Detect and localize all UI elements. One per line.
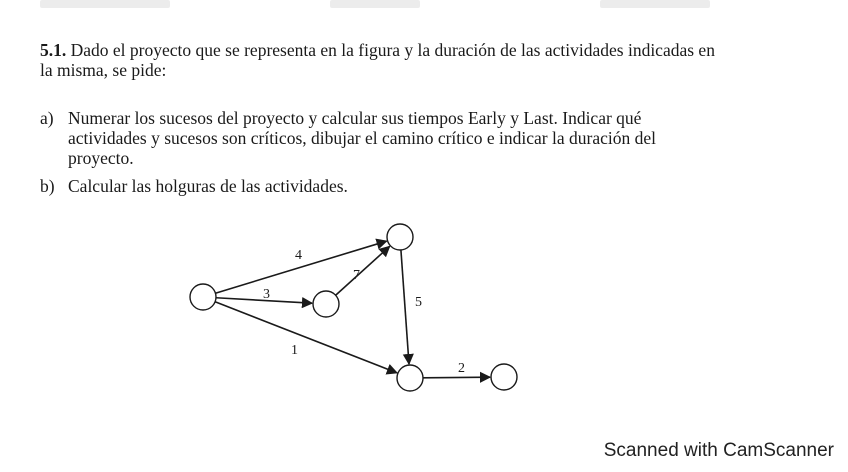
activity-duration-label: 5	[415, 295, 422, 310]
activity-arrow-d-e	[423, 377, 490, 378]
question-a-text: Numerar los sucesos del proyecto y calcular sus tiempos Early y Last. Indicar qué actividades y sucesos son críticos, dibujar el camino crítico e indicar la duración del proyecto.	[68, 108, 656, 168]
question-b-label: b)	[40, 176, 55, 196]
event-node	[387, 224, 413, 250]
question-a-label: a)	[40, 108, 54, 128]
event-node	[491, 364, 517, 390]
activity-arrow-a-d	[215, 302, 397, 373]
event-node	[190, 284, 216, 310]
activity-duration-label: 3	[263, 287, 270, 302]
activity-duration-label: 7	[353, 268, 360, 283]
problem-number: 5.1.	[40, 40, 67, 60]
activity-duration-label: 2	[458, 361, 465, 376]
problem-text: Dado el proyecto que se representa en la figura y la duración de las actividades indicadas en la misma, se pide:	[40, 40, 715, 80]
activity-duration-label: 1	[291, 343, 298, 358]
question-b-text: Calcular las holguras de las actividades.	[68, 176, 348, 196]
event-node	[313, 291, 339, 317]
activity-arrow-b-d	[401, 250, 409, 364]
camscanner-watermark: Scanned with CamScanner	[603, 440, 834, 461]
activity-duration-label: 4	[295, 248, 302, 263]
event-node	[397, 365, 423, 391]
